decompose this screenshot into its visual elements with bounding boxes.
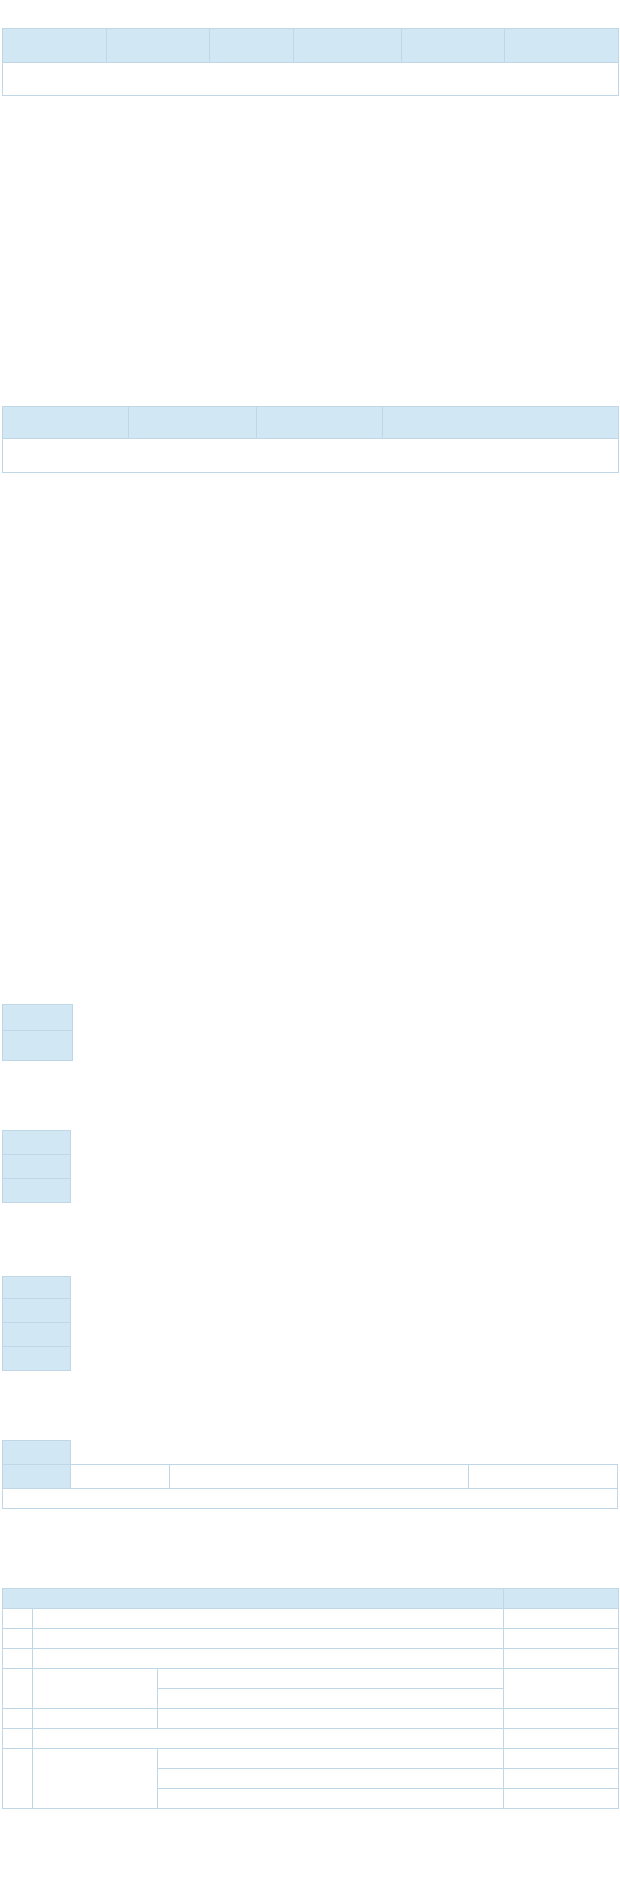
item-condition bbox=[158, 1709, 504, 1729]
header-pressure bbox=[294, 29, 402, 63]
mechanical-properties-table bbox=[2, 1588, 619, 1809]
table-notes bbox=[3, 63, 619, 96]
section-title bbox=[0, 976, 620, 1004]
section-industrial-pipe-spec bbox=[0, 378, 620, 473]
row-number bbox=[3, 1709, 33, 1729]
section-title bbox=[0, 1560, 620, 1588]
header-pressure bbox=[257, 407, 383, 439]
bend-note bbox=[3, 1489, 618, 1509]
item-value bbox=[504, 1649, 619, 1669]
bend-value bbox=[468, 1465, 617, 1489]
table-notes bbox=[3, 439, 619, 473]
support-spacing-table bbox=[2, 1130, 618, 1203]
item-name bbox=[33, 1649, 504, 1669]
item-condition bbox=[158, 1689, 504, 1709]
row-number bbox=[3, 1609, 33, 1629]
item-value bbox=[504, 1769, 619, 1789]
item-value bbox=[504, 1789, 619, 1809]
section-title bbox=[0, 1102, 620, 1130]
de-row-label bbox=[3, 1277, 71, 1299]
industrial-pipe-spec-table bbox=[2, 406, 619, 473]
row-number bbox=[3, 1729, 33, 1749]
pressure-correction-table bbox=[2, 1004, 618, 1061]
item-value bbox=[504, 1669, 619, 1709]
row-number bbox=[3, 1749, 33, 1809]
section-title bbox=[0, 1248, 620, 1276]
section-mechanical-properties bbox=[0, 1560, 620, 1813]
item-value bbox=[504, 1729, 619, 1749]
item-name bbox=[33, 1749, 158, 1809]
section-pressure-correction bbox=[0, 976, 620, 1061]
distribution-row-label bbox=[3, 1323, 71, 1347]
header-min-s bbox=[402, 29, 505, 63]
bend-value bbox=[71, 1465, 170, 1489]
row-number bbox=[3, 1649, 33, 1669]
bend-value bbox=[170, 1465, 468, 1489]
item-value bbox=[504, 1749, 619, 1769]
bend-row-label bbox=[3, 1465, 71, 1489]
section-title bbox=[0, 378, 620, 406]
header-min-s bbox=[383, 407, 619, 439]
item-value bbox=[504, 1629, 619, 1649]
bending-table bbox=[2, 1440, 618, 1509]
row-number bbox=[3, 1669, 33, 1709]
temp-row-label bbox=[3, 1005, 73, 1031]
item-name bbox=[33, 1709, 158, 1729]
horizontal-row-label bbox=[3, 1155, 71, 1179]
header-length bbox=[505, 29, 619, 63]
item-condition bbox=[158, 1749, 504, 1769]
header-outer-diameter bbox=[3, 29, 107, 63]
aperture-row-label bbox=[3, 1347, 71, 1371]
section-support-spacing bbox=[0, 1102, 620, 1203]
de-row-label bbox=[3, 1131, 71, 1155]
row-number bbox=[3, 1629, 33, 1649]
item-name bbox=[33, 1609, 504, 1629]
header-ovality bbox=[210, 29, 294, 63]
section-title bbox=[0, 1412, 620, 1440]
item-condition bbox=[158, 1769, 504, 1789]
item-value bbox=[504, 1609, 619, 1629]
steel-mesh-table bbox=[2, 1276, 618, 1371]
header-wall-thickness bbox=[129, 407, 257, 439]
water-pipe-spec-table bbox=[2, 28, 619, 96]
item-value bbox=[504, 1709, 619, 1729]
vertical-row-label bbox=[3, 1179, 71, 1203]
item-name bbox=[33, 1629, 504, 1649]
coeff-row-label bbox=[3, 1031, 73, 1061]
item-condition bbox=[158, 1669, 504, 1689]
thickness-row-label bbox=[3, 1299, 71, 1323]
section-bending bbox=[0, 1412, 620, 1509]
header-index bbox=[504, 1589, 619, 1609]
header-item bbox=[3, 1589, 504, 1609]
item-condition bbox=[158, 1789, 504, 1809]
item-name bbox=[33, 1729, 504, 1749]
section-steel-mesh bbox=[0, 1248, 620, 1371]
spec-row-label bbox=[3, 1441, 71, 1465]
section-title bbox=[0, 0, 620, 28]
section-water-pipe-spec bbox=[0, 0, 620, 96]
header-wall-thickness bbox=[107, 29, 210, 63]
item-name bbox=[33, 1669, 158, 1709]
header-outer-diameter bbox=[3, 407, 129, 439]
